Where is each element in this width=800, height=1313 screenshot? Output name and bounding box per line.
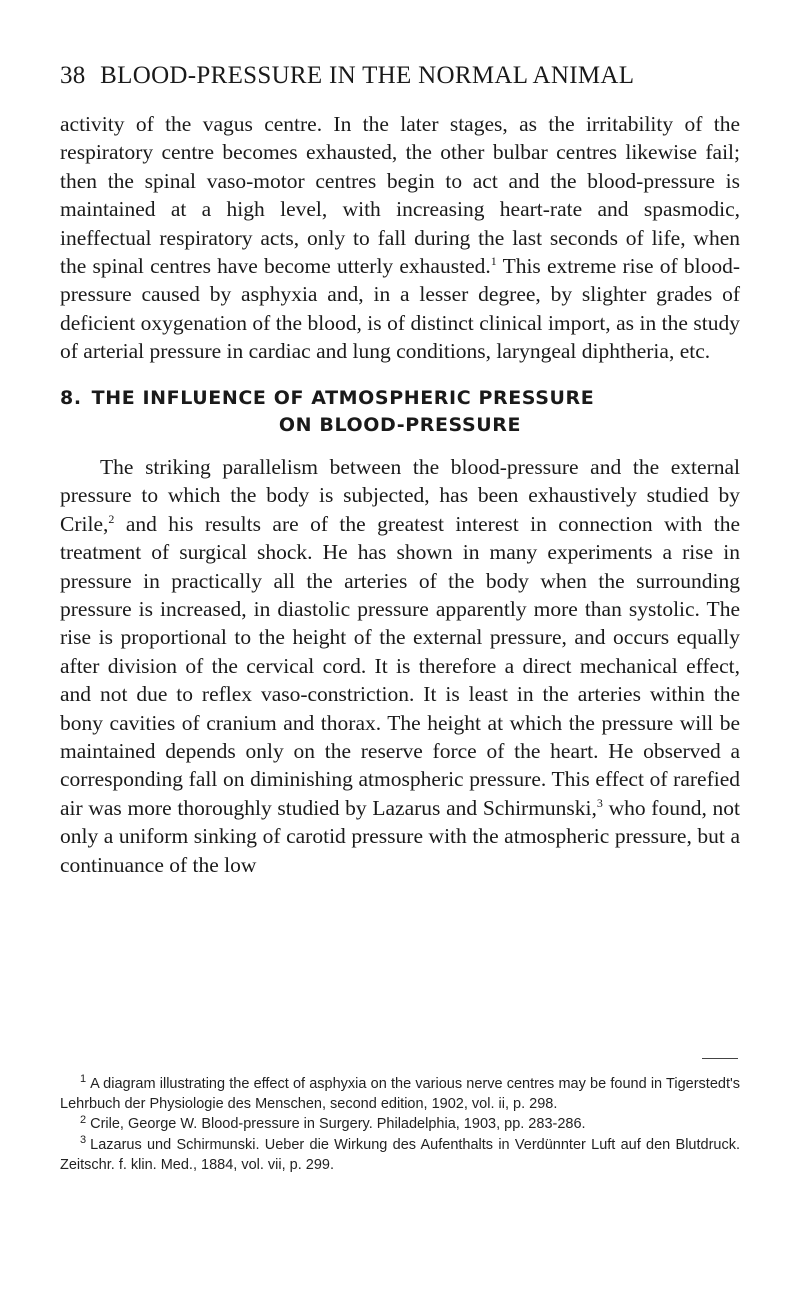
footnote-2 [60, 1114, 740, 1134]
paragraph-text: who found, not only a uniform sinking of carotid pressure with the atmospheric pressure, but a continuance of the low [60, 795, 740, 877]
paragraph-text: and his results are of the greatest interest in connection with the treatment of surgical shock. He has shown in many experiments a rise in pressure in practically all the arteries of the body when the surrounding pressure is increased, in diastolic pressure apparently more than systolic. The rise is proportional to the height of the external pressure, and occurs equally after division of the cervical cord. It is therefore a direct mechanical effect, and not due to reflex vaso-constriction. It is least in the arteries within the bony cavities of cranium and thorax. The height at which the pressure will be maintained depends only on the reserve force of the heart. He observed a corresponding fall on diminishing atmospheric pressure. This effect of rarefied air was more thoroughly studied by Lazarus and Schirmunski, [60, 511, 740, 820]
paragraph-atmospheric-pressure [60, 453, 740, 879]
footnote-ref-3: 3 [596, 795, 603, 810]
footnote-text: Crile, George W. Blood-pressure in Surgery. Philadelphia, 1903, pp. 283-286. [90, 1116, 586, 1133]
footnote-ref-2: 2 [108, 511, 115, 526]
page-number: 38 [60, 62, 86, 89]
running-head [60, 62, 740, 96]
footnote-mark: 2 [80, 1113, 87, 1126]
footnote-divider [702, 1058, 738, 1059]
paragraph-text: This extreme rise of blood-pressure caused by asphyxia and, in a lesser degree, by slighter grades of deficient oxygenation of the blood, is of distinct clinical import, as in the study of arterial pressure in cardiac and lung conditions, laryngeal diphtheria, etc. [60, 254, 740, 364]
section-title-part-2: ON BLOOD-PRESSURE [278, 414, 522, 436]
footnotes [60, 1074, 740, 1175]
footnote-mark: 3 [80, 1133, 87, 1146]
running-head-title: BLOOD-PRESSURE IN THE NORMAL ANIMAL [100, 62, 635, 89]
paragraph-asphyxia [60, 110, 740, 366]
section-heading [60, 385, 740, 439]
paragraph-text: The striking parallelism between the blood-pressure and the external pressure to which the body is subjected, has been exhaustively studied by Crile, [60, 455, 740, 536]
footnote-ref-1: 1 [490, 253, 497, 268]
footnote-mark: 1 [80, 1073, 87, 1086]
footnote-text: A diagram illustrating the effect of asphyxia on the various nerve centres may be found in Tigerstedt's Lehrbuch der Physiologie des Menschen, second edition, 1902, vol. ii, p. 298. [60, 1076, 740, 1113]
paragraph-text: activity of the vagus centre. In the later stages, as the irritability of the respiratory centre becomes exhausted, the other bulbar centres likewise fail; then the spinal vaso-motor centres begin to act and the blood-pressure is maintained at a high level, with increasing heart-rate and spasmodic, ineffectual respiratory acts, only to fall during the last seconds of life, when the spinal centres have become utterly exhausted. [60, 112, 740, 279]
footnote-1 [60, 1074, 740, 1114]
footnote-text: Lazarus und Schirmunski. Ueber die Wirkung des Aufenthalts in Verdünnter Luft auf den Blutdruck. Zeitschr. f. klin. Med., 1884, vol. vii, p. 299. [60, 1136, 740, 1173]
section-heading-line-1 [60, 385, 740, 412]
footnote-3 [60, 1135, 740, 1175]
section-title-part-1: THE INFLUENCE OF ATMOSPHERIC PRESSURE [91, 387, 595, 409]
section-number: 8. [60, 387, 82, 409]
